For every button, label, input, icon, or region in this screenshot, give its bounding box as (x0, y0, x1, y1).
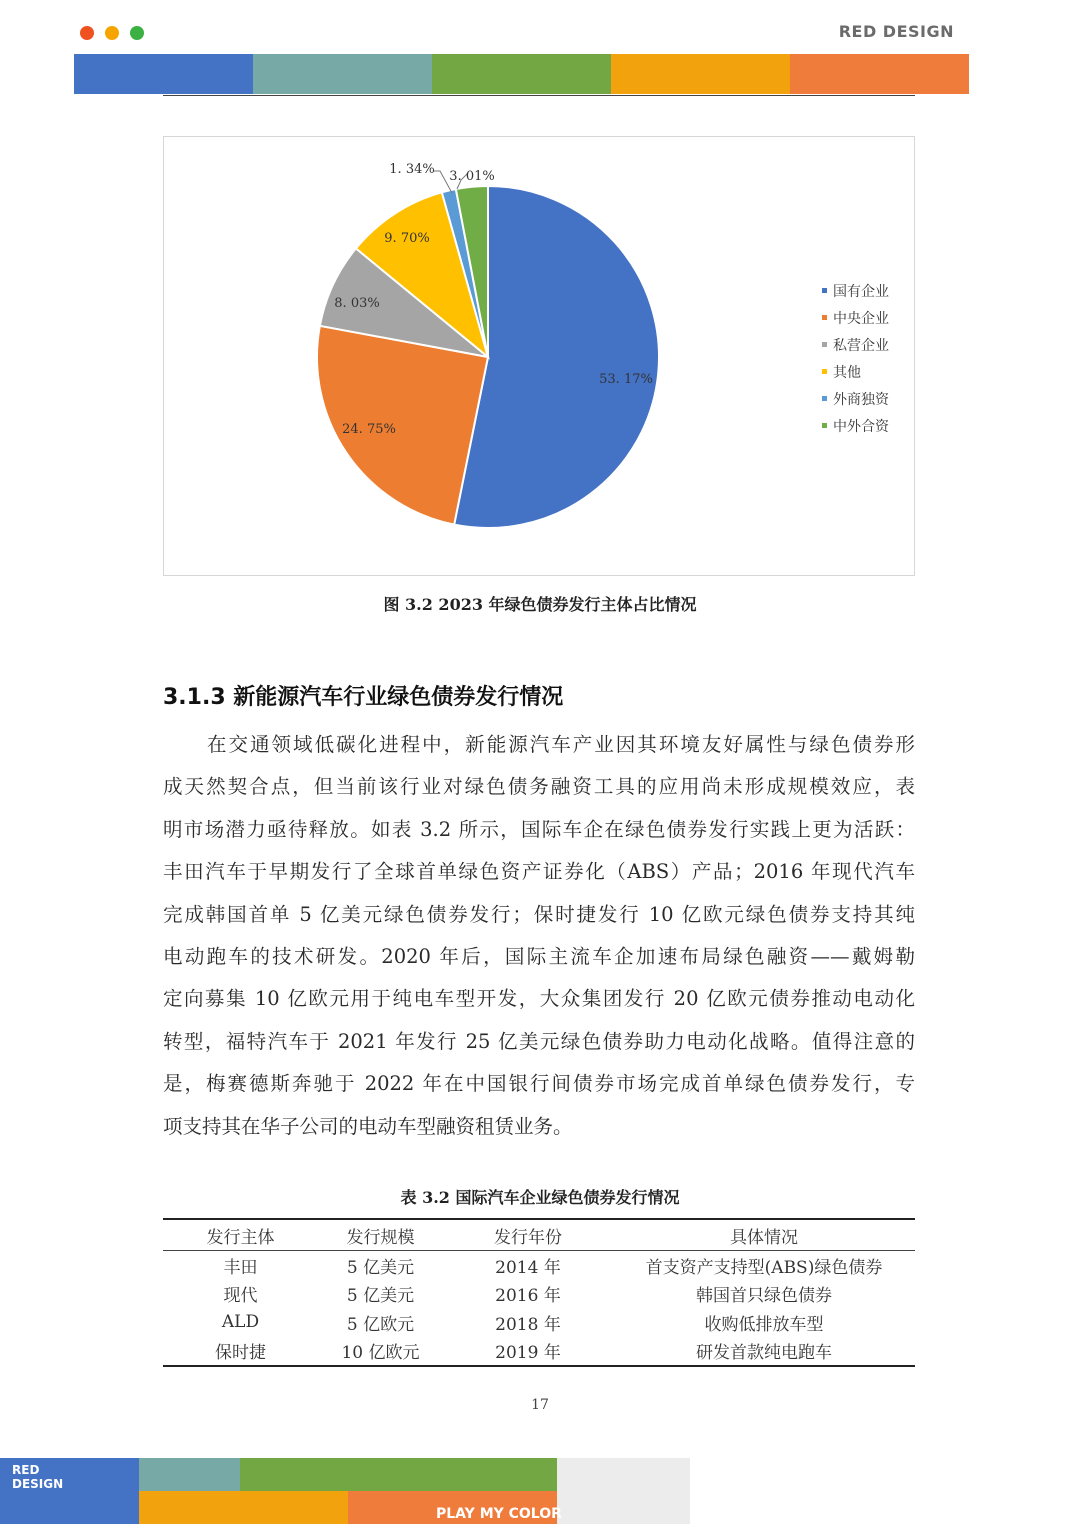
footer-block (240, 1458, 557, 1491)
table-cell: 5 亿美元 (346, 1286, 415, 1307)
legend-item (822, 277, 889, 304)
body-line: 在交通领域低碳化进程中，新能源汽车产业因其环境友好属性与绿色债券形 (207, 733, 915, 756)
body-line: 项支持其在华子公司的电动车型融资租赁业务。 (163, 1114, 573, 1138)
legend-label: 国有企业 (833, 283, 889, 300)
legend-label: 外商独资 (833, 391, 889, 408)
window-dots (80, 26, 144, 40)
table-cell: 2019 年 (495, 1343, 561, 1364)
pie-data-label: 53. 17% (599, 372, 653, 387)
green-dot-icon (130, 26, 144, 40)
body-line: 电动跑车的技术研发。2020 年后，国际主流车企加速布局绿色融资——戴姆勒 (163, 944, 915, 968)
pie-data-label: 8. 03% (334, 296, 380, 311)
table-cell: 收购低排放车型 (704, 1314, 824, 1335)
footer-slogan: PLAY MY COLOR (436, 1506, 562, 1522)
header-bar-segment (790, 54, 969, 94)
legend-item (822, 331, 889, 358)
pie-data-label: 1. 34% (389, 162, 435, 177)
body-line: 丰田汽车于早期发行了全球首单绿色资产证券化（ABS）产品；2016 年现代汽车 (163, 860, 915, 884)
table-cell: 丰田 (223, 1257, 258, 1278)
red-dot-icon (80, 26, 94, 40)
table-header-cell: 发行规模 (346, 1227, 415, 1248)
table-cell: 现代 (223, 1286, 258, 1307)
pie-data-label: 9. 70% (384, 231, 430, 246)
legend-swatch (822, 288, 827, 293)
header-color-bar (74, 54, 969, 94)
legend-item (822, 385, 889, 412)
pie-chart (164, 137, 914, 575)
table-cell: 5 亿欧元 (346, 1314, 415, 1335)
legend-item (822, 358, 889, 385)
body-line: 是，梅赛德斯奔驰于 2022 年在中国银行间债券市场完成首单绿色债券发行，专 (163, 1072, 915, 1096)
legend-item (822, 412, 889, 439)
table-header-cell: 发行年份 (494, 1227, 562, 1248)
pie-data-label: 24. 75% (342, 422, 396, 437)
pie-data-label: 3. 01% (449, 169, 495, 184)
chart-legend (822, 277, 889, 439)
footer-brand: RED DESIGN (12, 1463, 64, 1491)
footer-color-block (0, 1458, 690, 1524)
body-paragraph (163, 724, 915, 1148)
table-caption: 表 3.2 国际汽车企业绿色债券发行情况 (400, 1188, 680, 1207)
bond-table (163, 1218, 915, 1367)
footer-block (139, 1458, 240, 1491)
header-brand: RED DESIGN (838, 22, 954, 41)
table-cell: 2014 年 (495, 1257, 561, 1278)
table-cell: 5 亿美元 (346, 1257, 415, 1278)
pie-chart-box (163, 136, 915, 576)
table-row (163, 1251, 915, 1280)
section-title: 3.1.3 新能源汽车行业绿色债券发行情况 (163, 685, 564, 710)
yellow-dot-icon (105, 26, 119, 40)
footer-block (139, 1491, 348, 1524)
legend-item (822, 304, 889, 331)
page-number: 17 (531, 1397, 549, 1413)
legend-swatch (822, 369, 827, 374)
header-rule (163, 95, 915, 96)
legend-label: 私营企业 (833, 337, 889, 354)
figure-caption: 图 3.2 2023 年绿色债券发行主体占比情况 (383, 595, 697, 614)
table-cell: 10 亿欧元 (341, 1343, 420, 1364)
table-header-cell: 发行主体 (206, 1227, 275, 1248)
body-line: 明市场潜力亟待释放。如表 3.2 所示，国际车企在绿色债券发行实践上更为活跃： (163, 817, 915, 841)
table-cell: 首支资产支持型(ABS)绿色债券 (645, 1257, 883, 1278)
legend-swatch (822, 315, 827, 320)
table-row (163, 1337, 915, 1367)
table-cell: 2016 年 (495, 1286, 561, 1307)
legend-swatch (822, 342, 827, 347)
table-row (163, 1308, 915, 1337)
header-bar-segment (253, 54, 432, 94)
table-cell: 韩国首只绿色债券 (696, 1286, 832, 1307)
header-bar-segment (74, 54, 253, 94)
body-line: 完成韩国首单 5 亿美元绿色债券发行；保时捷发行 10 亿欧元绿色债券支持其纯 (163, 902, 915, 926)
table-header-cell: 具体情况 (730, 1227, 798, 1248)
header-bar-segment (611, 54, 790, 94)
body-line: 转型，福特汽车于 2021 年发行 25 亿美元绿色债券助力电动化战略。值得注意的 (163, 1029, 915, 1053)
table-cell: 2018 年 (495, 1314, 561, 1335)
footer-block (557, 1458, 690, 1524)
table-header-row (163, 1219, 915, 1251)
legend-swatch (822, 423, 827, 428)
legend-label: 中外合资 (833, 418, 889, 435)
legend-label: 中央企业 (833, 310, 889, 327)
body-line: 成天然契合点，但当前该行业对绿色债务融资工具的应用尚未形成规模效应，表 (163, 775, 915, 799)
table-cell: 保时捷 (215, 1343, 266, 1364)
body-line: 定向募集 10 亿欧元用于纯电车型开发，大众集团发行 20 亿欧元债券推动电动化 (163, 987, 915, 1011)
table-cell: ALD (221, 1312, 260, 1333)
table-row (163, 1280, 915, 1309)
table-cell: 研发首款纯电跑车 (696, 1343, 832, 1364)
legend-swatch (822, 396, 827, 401)
legend-label: 其他 (833, 364, 861, 381)
header-bar-segment (432, 54, 611, 94)
